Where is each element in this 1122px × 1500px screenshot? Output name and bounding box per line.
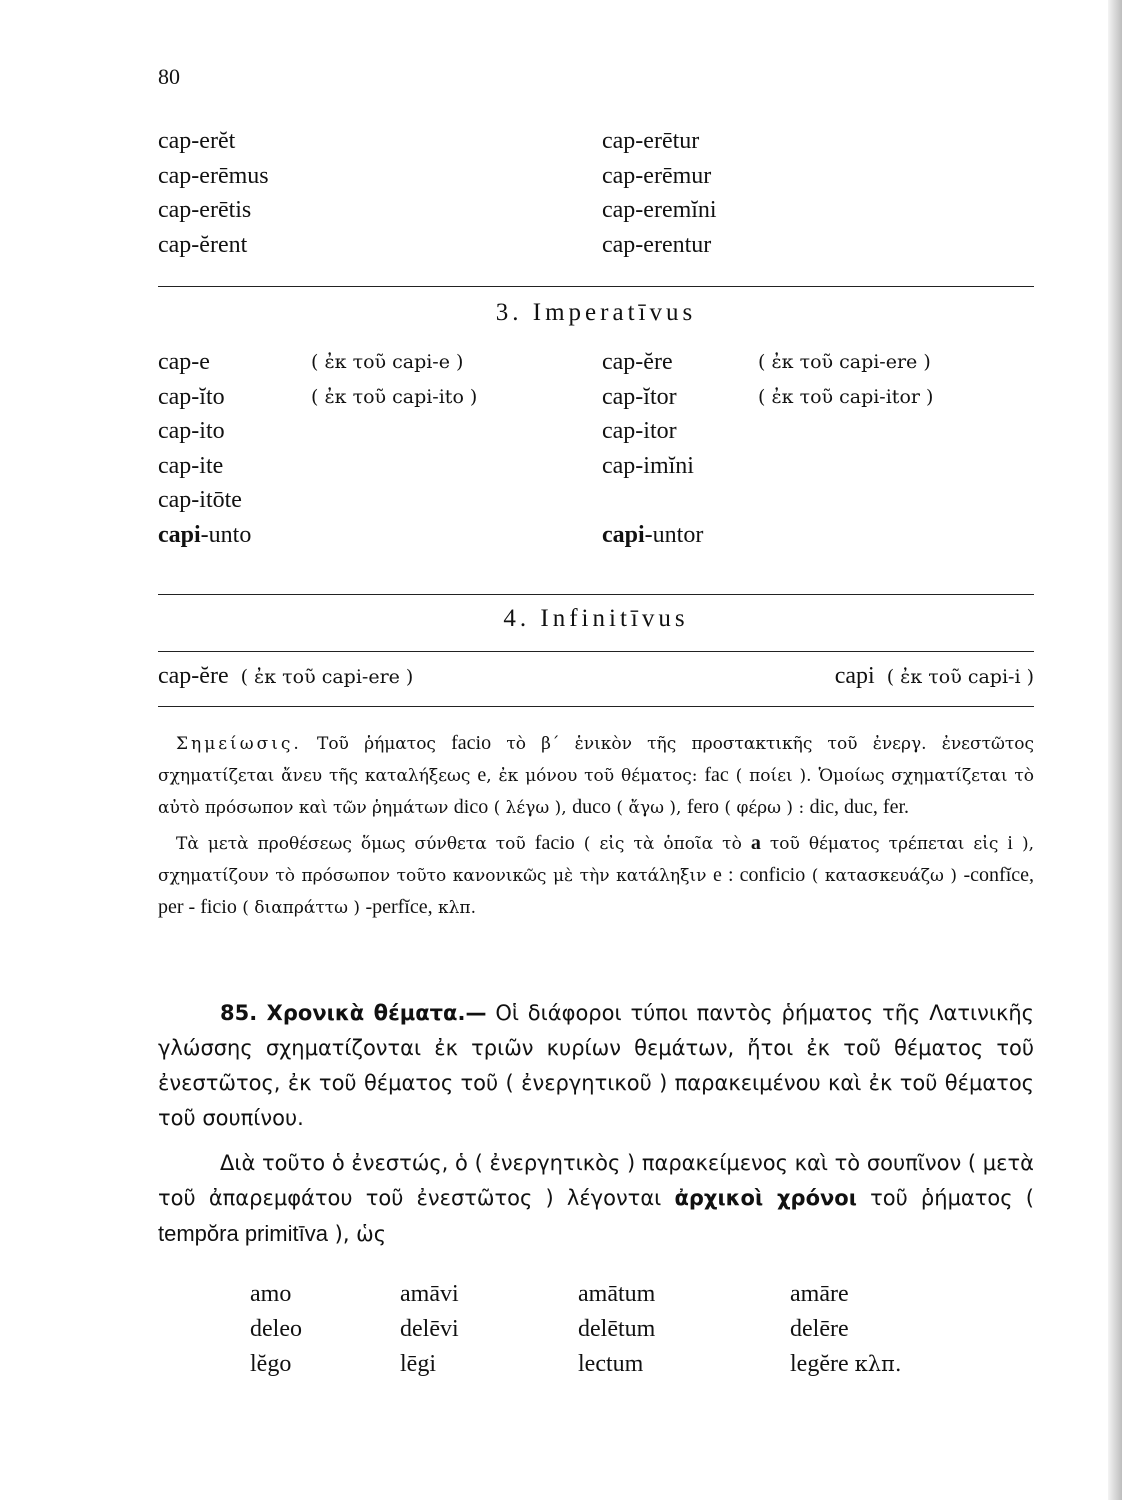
imperative-heading: 3. Imperatīvus (495, 299, 697, 326)
latin-word: dic, duc, fer. (809, 796, 910, 818)
infinitive-active (158, 663, 413, 690)
infinitive-form: delēre (790, 1316, 849, 1342)
note-text: ( εἰς τὰ ὁποῖα τὸ (583, 834, 742, 854)
active-form: cap-ito (158, 418, 225, 444)
stem-bold: capi (158, 521, 201, 548)
present-form: amo (250, 1281, 292, 1307)
latin-word: -perfĭce, (365, 896, 433, 918)
subjunctive-table (158, 124, 1038, 262)
passive-form (602, 518, 703, 553)
active-form: cap-ĕre (158, 663, 229, 689)
latin-word: duco (572, 796, 612, 818)
section-text: τοῦ ῥήματος ( (870, 1186, 1034, 1210)
section-text: Διὰ τοῦτο ὁ ἐνεστώς, ὁ ( ἐνεργητικὸς ) παρακείμενος καὶ τὸ σουπῖνον ( μετὰ τοῦ ἀπαρεμφάτου τοῦ ἐνεστῶτος ) λέγονται (158, 1151, 1034, 1210)
perfect-form: amāvi (400, 1281, 459, 1307)
perfect-form: delēvi (400, 1316, 459, 1342)
passive-form: cap-ĭtor (602, 383, 677, 410)
note-text: τὸ β΄ ἑνικὸν τῆς προστακτικῆς τοῦ ἐνεργ. ἐνεστῶτος σχηματίζεται ἄνευ τῆς καταλήξεως (158, 734, 1035, 786)
supine-form: delētum (578, 1316, 656, 1342)
divider (158, 651, 1034, 652)
stem-bold: capi (602, 521, 645, 548)
page-edge (1108, 0, 1122, 1500)
divider (158, 594, 1034, 595)
section-text: ), ὡς (334, 1222, 387, 1246)
active-form: cap-e (158, 349, 210, 375)
note-text: ( ποίει ). Ὁμοίως σχηματίζεται τὸ αὐτὸ πρόσωπον καὶ τῶν ῥημάτων (158, 766, 1035, 818)
latin-word: e : conficio (712, 864, 806, 886)
active-form: cap-ite (158, 452, 224, 479)
emphasis-bold: ἀρχικοὶ χρόνοι (674, 1186, 857, 1210)
active-form: cap-erĕt (158, 128, 236, 154)
passive-form: cap-itor (602, 418, 677, 444)
supine-form: lectum (578, 1351, 644, 1377)
imperative-row (158, 449, 1038, 484)
passive-note: ( ἐκ τοῦ capi-itor ) (758, 385, 934, 408)
infinitive-value: legĕre (790, 1351, 849, 1377)
note-label: Σημείωσις. (176, 734, 302, 754)
principal-parts-row (250, 1277, 1030, 1312)
section-heading: 85. Χρονικὰ θέματα.— (220, 1001, 487, 1025)
subjunctive-row (158, 193, 1038, 228)
note-block (158, 728, 1034, 924)
page-number: 80 (158, 64, 180, 89)
latin-word: i (1007, 832, 1013, 854)
passive-form: cap-erentur (602, 231, 712, 258)
imperative-row (158, 518, 1038, 553)
active-form: cap-itōte (158, 487, 242, 513)
passive-note: ( ἐκ τοῦ capi-ere ) (758, 351, 931, 373)
note-text: , ἐκ μόνου τοῦ θέματος: (486, 766, 698, 786)
passive-form: cap-erētur (602, 128, 700, 154)
principal-parts-row (250, 1347, 1030, 1382)
latin-word: facio (451, 732, 492, 754)
active-note: ( ἐκ τοῦ capi-ere ) (240, 666, 414, 688)
latin-word: fac (704, 764, 729, 786)
note-text: ( λέγω ), (493, 798, 567, 818)
etc-suffix: κλπ. (854, 1352, 902, 1376)
latin-word: e (477, 764, 487, 786)
principal-parts-row (250, 1312, 1030, 1347)
principal-parts-table (250, 1277, 1030, 1382)
note-text: ( διαπράττω ) (242, 898, 361, 918)
passive-form: cap-ĕre (602, 349, 673, 375)
active-note: ( ἐκ τοῦ capi-ito ) (311, 385, 478, 408)
active-form: cap-erētis (158, 197, 252, 223)
imperative-row (158, 483, 1038, 518)
supine-form: amātum (578, 1281, 656, 1307)
infinitive-form: amāre (790, 1281, 849, 1307)
imperative-row (158, 414, 1038, 449)
divider (158, 286, 1034, 287)
passive-note: ( ἐκ τοῦ capi-i ) (886, 666, 1034, 688)
note-text: τοῦ θέματος τρέπεται εἰς (769, 834, 999, 854)
subjunctive-row (158, 159, 1038, 194)
latin-word: dico (453, 796, 489, 818)
imperative-row (158, 380, 1038, 415)
ending: -untor (644, 521, 704, 548)
infinitive-form (790, 1347, 902, 1382)
present-form: lĕgo (250, 1351, 292, 1377)
note-text: Τὰ μετὰ προθέσεως ὅμως σύνθετα τοῦ (176, 834, 526, 854)
imperative-table (158, 345, 1038, 552)
passive-form: cap-imĭni (602, 452, 694, 479)
active-form: cap-ĕrent (158, 231, 248, 258)
note-paragraph (158, 828, 1034, 924)
note-text: Τοῦ ῥήματος (316, 734, 436, 754)
latin-word: a (750, 832, 761, 854)
infinitive-heading: 4. Infinitīvus (503, 605, 689, 632)
active-form (158, 518, 251, 553)
divider (158, 706, 1034, 707)
section-text: Οἱ διάφοροι τύποι παντὸς ῥήματος τῆς Λατινικῆς γλώσσης σχηματίζονται ἐκ τριῶν κυρίων θεμάτων, ἤτοι ἐκ τοῦ θέματος τοῦ ἐνεστῶτος, ἐκ τοῦ θέματος τοῦ ( ἐνεργητικοῦ ) παρακειμένου καὶ ἐκ τοῦ θέματος τοῦ σουπίνου. (158, 1001, 1034, 1130)
passive-form: capi (834, 663, 875, 689)
imperative-row (158, 345, 1038, 380)
latin-word: fero (686, 796, 720, 818)
section-85 (158, 996, 1034, 1252)
active-note: ( ἐκ τοῦ capi-e ) (311, 351, 464, 373)
subjunctive-row (158, 124, 1038, 159)
latin-word: facio (534, 832, 575, 854)
perfect-form: lēgi (400, 1351, 436, 1377)
ending: -unto (200, 521, 252, 548)
latin-term: tempŏra primitīva (158, 1221, 328, 1246)
passive-form: cap-eremĭni (602, 197, 717, 223)
subjunctive-row (158, 228, 1038, 263)
active-form: cap-erēmus (158, 162, 269, 189)
note-text: ( ἄγω ), (616, 798, 682, 818)
note-text: κλπ. (438, 898, 477, 918)
section-paragraph (158, 1146, 1034, 1252)
present-form: deleo (250, 1316, 302, 1342)
active-form: cap-ĭto (158, 383, 225, 410)
section-paragraph (158, 996, 1034, 1136)
note-text: ( κατασκευάζω ) (811, 866, 957, 886)
infinitive-passive (835, 663, 1034, 690)
passive-form: cap-erēmur (602, 162, 712, 189)
note-text: ( φέρω ) : (724, 798, 805, 818)
latin-word: -confĭce, per - ficio (158, 864, 1035, 918)
note-text: ), σχηματίζουν τὸ πρόσωπον τοῦτο κανονικῶς μὲ τὴν κατάληξιν (158, 834, 1035, 886)
note-paragraph (158, 728, 1034, 824)
